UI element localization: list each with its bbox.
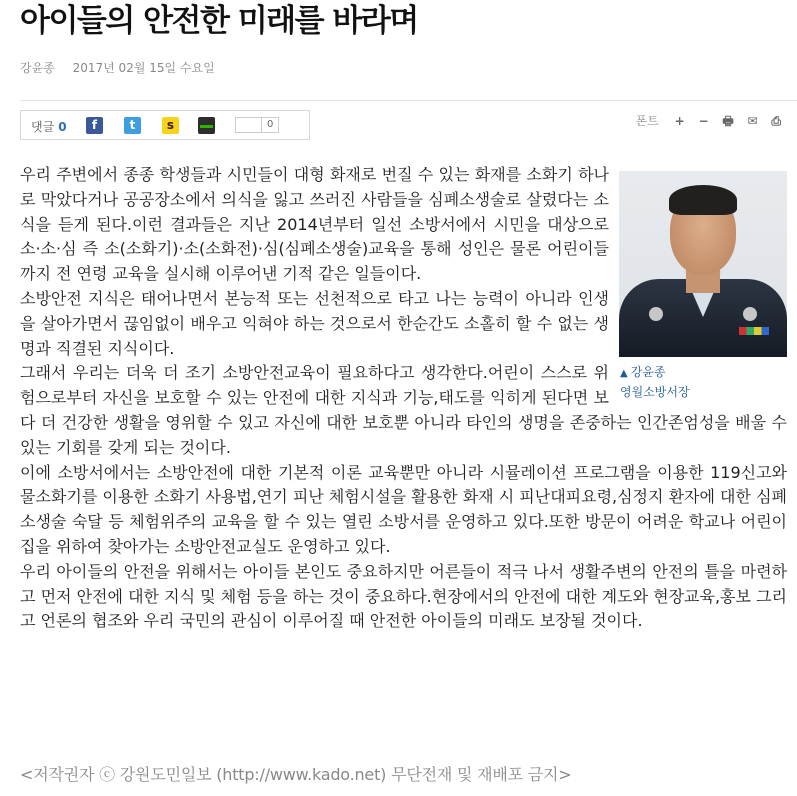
paragraph: 우리 아이들의 안전을 위해서는 아이들 본인도 중요하지만 어른들이 적극 나서 생활주변의 안전의 틀을 마련하고 먼저 안전에 대한 지식 및 체험 등을 하는 것이 중요하다.현장에서의 안전에 대한 계도와 현장교육,홍보 그리고 언론의 협조와 우리 국민의 관심이 이루어질 때 안전한 아이들의 미래도 보장될 것이다.	[20, 561, 787, 631]
font-label: 폰트	[635, 114, 659, 128]
recommend-count: 0	[261, 117, 279, 133]
photo-caption	[619, 363, 787, 402]
author-name[interactable]: 강윤종	[20, 61, 55, 75]
font-decrease-icon[interactable]: −	[698, 114, 709, 128]
author-photo	[619, 171, 787, 357]
email-icon[interactable]: ✉	[747, 114, 758, 128]
facebook-icon[interactable]: f	[86, 117, 103, 134]
recommend-button[interactable]	[235, 117, 262, 133]
save-icon[interactable]: ⎙	[771, 114, 781, 128]
copyright-notice: <저작권자 ⓒ 강원도민일보 (http://www.kado.net) 무단전재 및 재배포 금지>	[20, 765, 572, 784]
comment-link[interactable]	[31, 118, 67, 135]
comment-count: 0	[58, 120, 67, 134]
comment-label: 댓글	[31, 120, 55, 134]
print-icon[interactable]: 🖶	[722, 114, 734, 128]
twitter-icon[interactable]: t	[124, 117, 141, 134]
article-body	[20, 163, 787, 634]
caption-position: 영월소방서장	[620, 385, 690, 399]
font-increase-icon[interactable]: +	[674, 114, 685, 128]
kakaostory-icon[interactable]: s	[162, 117, 179, 134]
band-icon[interactable]	[198, 117, 215, 134]
article-title: 아이들의 안전한 미래를 바라며	[20, 3, 418, 39]
article-meta	[20, 59, 215, 76]
caption-name: 강윤종	[630, 365, 666, 379]
paragraph: 그래서 우리는 더욱 더 조기 소방안전교육이 필요하다고 생각한다.어린이 스스로 위험으로부터 자신을 보호할 수 있는 안전에 대한 지식과 기능,태도를 익히게 된다면 보다 더 건강한 생활을 영위할 수 있고 자신에 대한 보호뿐 아니라 타인의 생명을 존중하는 인간존엄성을 배울 수 있는 기회를 갖게 되는 것이다.	[20, 363, 787, 457]
caption-triangle-icon: ▲	[620, 368, 628, 379]
divider	[20, 100, 797, 101]
share-bar	[20, 110, 310, 140]
paragraph: 이에 소방서에서는 소방안전에 대한 기본적 이론 교육뿐만 아니라 시뮬레이션 프로그램을 이용한 119신고와 물소화기를 이용한 소화기 사용법,연기 피난 체험시설을 활용한 화재 시 피난대피요령,심정지 환자에 대한 심폐소생술 숙달 등 체험위주의 교육을 할 수 있는 열린 소방서를 운영하고 있다.또한 방문이 어려운 학교나 어린이집을 위하여 찾아가는 소방안전교실도 운영하고 있다.	[20, 462, 787, 556]
article-tools	[636, 112, 781, 133]
paragraph: 우리 주변에서 종종 학생들과 시민들이 대형 화재로 번질 수 있는 화재를 소화기 하나로 막았다거나 공공장소에서 의식을 잃고 쓰러진 사람들을 심폐소생술로 살렸다는 소식을 듣게 된다.이런 결과들은 지난 2014년부터 일선 소방서에서 시민을 대상으로 소·소·심 즉 소(소화기)·소(소화전)·심(심폐소생술)교육을 통해 성인은 물론 어린이들까지 전 연령 교육을 실시해 이루어낸 기적 같은 일들이다.	[20, 165, 609, 284]
publish-date: 2017년 02월 15일 수요일	[72, 61, 215, 75]
paragraph: 소방안전 지식은 태어나면서 본능적 또는 선천적으로 타고 나는 능력이 아니라 인생을 살아가면서 끊임없이 배우고 익혀야 하는 것으로서 한순간도 소홀히 할 수 없는 생명과 직결된 지식이다.	[20, 288, 609, 358]
author-photo-box	[619, 171, 787, 402]
